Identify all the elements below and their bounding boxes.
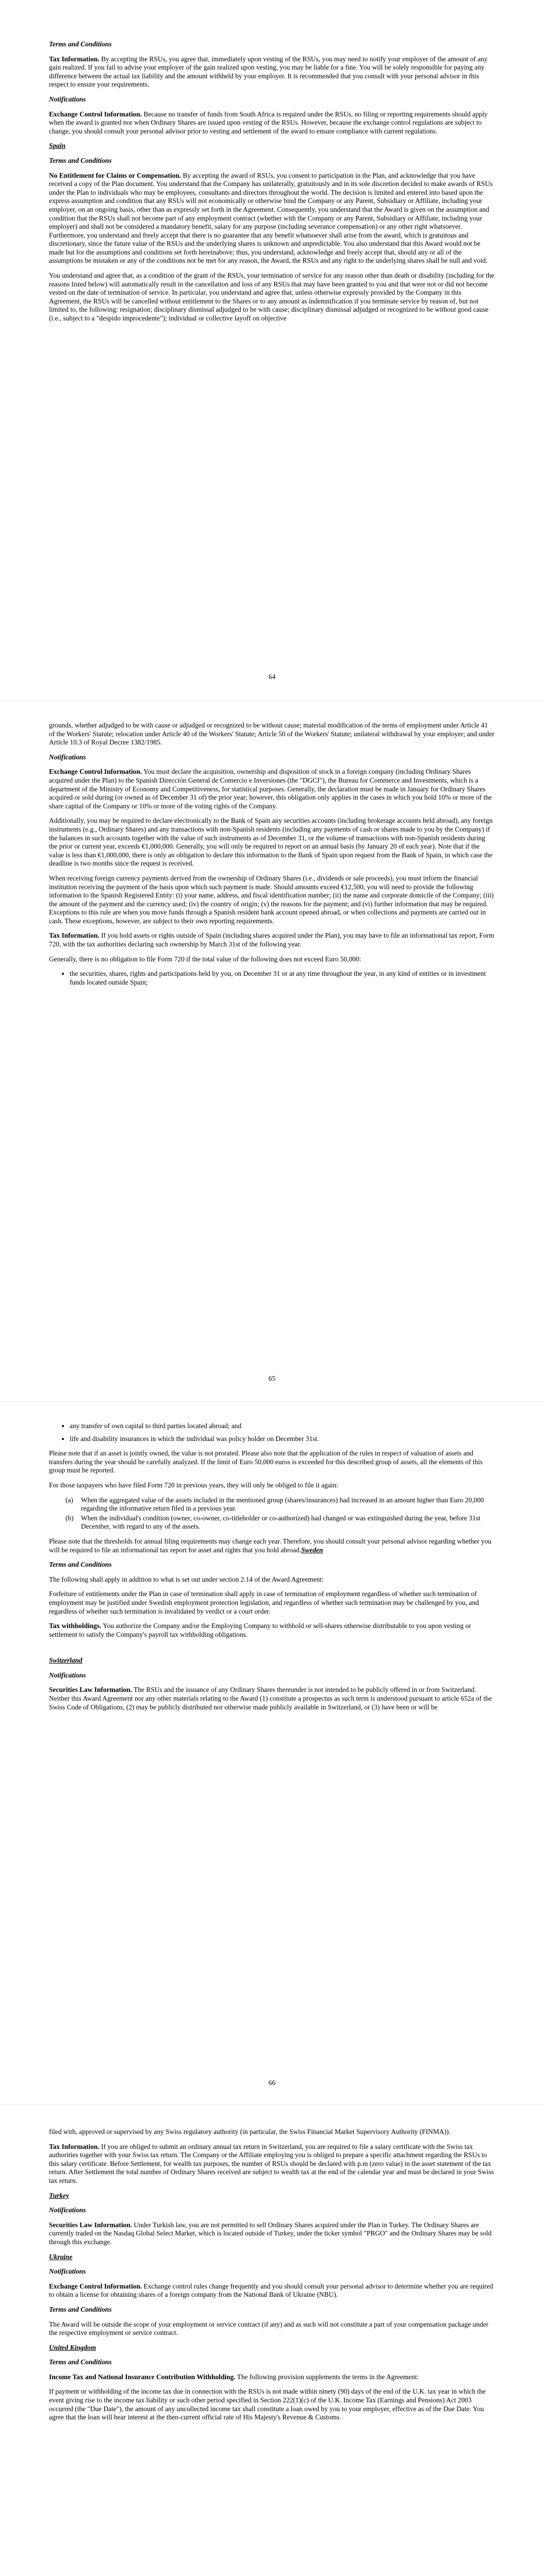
- paragraph: [49, 721, 495, 747]
- lettered-list: [49, 1496, 495, 1531]
- paragraph: [49, 2282, 495, 2299]
- subsection-heading: Notifications: [49, 1671, 86, 1679]
- paragraph: [49, 1481, 495, 1490]
- list-marker: (a): [65, 1496, 73, 1504]
- paragraph-text: If payment or withholding of the income tax due in connection with the RSUs is not made within ninety (90) days of the end of the U.K. tax year in which the event giving rise to the income tax liability or such other period specified in Section 222(1)(c) of the U.K. Income Tax (Earnings and Pensions) Act 2003 occurred (the "Due Date"), the amount of any uncollected income tax shall constitute a loan owed by you to your employer, effective as of the Due Date. You agree that the loan will bear interest at the then-current official rate of His Majesty's Revenue & Customs: [49, 2387, 486, 2421]
- paragraph: [49, 1537, 495, 1554]
- paragraph: [49, 2373, 495, 2382]
- paragraph-lead: Exchange Control Information.: [49, 768, 142, 776]
- section-heading: Switzerland: [49, 1656, 83, 1665]
- spacer: [49, 1645, 495, 1656]
- paragraph-text: grounds, whether adjudged to be with cause or adjudged or recognized to be without cause; material modification of the terms of employment under Article 41 of the Workers' Statute; relocation under Article 40 of the Workers' Statute; Article 50 of the Workers' Statute; unilateral withdrawal by your employer; and under Article 10.3 of Royal Decree 1382/1985.: [49, 721, 494, 747]
- subsection-heading: Terms and Conditions: [49, 156, 112, 164]
- subsection-heading: Terms and Conditions: [49, 2305, 112, 2313]
- paragraph-lead: Tax Information.: [49, 931, 100, 940]
- page-number: 65: [268, 1375, 276, 1382]
- paragraph-lead: Income Tax and National Insurance Contribution Withholding.: [49, 2372, 236, 2381]
- paragraph-text: If you hold assets or rights outside of Spain (including shares acquired under the Plan), you may have to file an informational tax report, Form 720, with the tax authorities declaring such ownership by March 31st of the following year.: [49, 931, 494, 948]
- paragraph-text: For those taxpayers who have filed Form 720 in previous years, they will only be obliged to file it again:: [49, 1481, 338, 1489]
- document-page: [49, 721, 495, 993]
- paragraph-text: When receiving foreign currency payments derived from the ownership of Ordinary Shares (i.e., dividends or sale proceeds), you must inform the financial institution receiving the payment of the basis upon which such payment is made. Should amounts exceed €12,500, you will need to provide the following information to the Spanish Registered Entity: (i) your name, address, and fiscal identification number; (ii) the name and corporate domicile of the Company; (iii) the amount of the payment and the currency used; (iv) the country of origin; (v) the reasons for the payment; and (vi) further information that may be required. Exceptions to this rule are when you move funds through a Spanish resident bank account opened abroad, or when collections and payments are carried out in cash. These exceptions, however, are subject to their own reporting requirements.: [49, 874, 494, 925]
- paragraph: [49, 55, 495, 89]
- paragraph-text: Additionally, you may be required to declare electronically to the Bank of Spain any securities accounts (including brokerage accounts held abroad), any foreign instruments (e.g., Ordinary Shares) and any transactions with non-Spanish residents (including any payments of cash or shares made to you by the Company) if the balances in such accounts together with the value of such instruments as of December 31, or the volume of transactions with non-Spanish residents during the prior or current year, exceeds €1,000,000. Generally, you will only be required to report on an annual basis (by January 20 of each year). Note that if the value is less than €1,000,000, there is only an obligation to declare this information to the Bank of Spain upon request from the Bank of Spain, in which case the deadline is two months since the request is received.: [49, 817, 493, 868]
- document-page: [49, 40, 495, 329]
- paragraph-text: Forfeiture of entitlements under the Plan in case of termination shall apply in case of termination of employment regardless of whether such termination of employment may be justified under Swedish employment protection legislation, and regardless of whether such termination may be challenged by you, and regardless of whether such termination is invalidated by verdict or a court order.: [49, 1590, 479, 1615]
- page-separator: [0, 1401, 544, 1402]
- section-heading: United Kingdom: [49, 2343, 96, 2351]
- paragraph-text: The following provision supplements the terms in the Agreement:: [235, 2372, 419, 2381]
- paragraph-lead: Tax Information.: [49, 2142, 100, 2150]
- paragraph: [49, 2320, 495, 2337]
- paragraph-text: Exchange control rules change frequently and you should consult your personal advisor to determine whether you are required to obtain a license for obtaining shares of a foreign company from the National Bank of Ukraine (NBU).: [49, 2282, 493, 2299]
- bullet-list: [49, 1422, 495, 1443]
- paragraph-text: If you are obliged to submit an ordinary annual tax return in Switzerland, you are required to file a salary certificate with the Swiss tax authorities together with your Swiss tax return. The Company or the Affiliate employing you is obliged to prepare a specific attachment regarding the RSUs to this salary certificate. Before Settlement, for wealth tax purposes, the number of RSUs should be declared with p.m (zero value) in the asset statement of the tax return. After Settlement the total number of Ordinary Shares received are subject to wealth tax at the end of the calendar year and must be declared in your Swiss tax return.: [49, 2142, 494, 2184]
- section-heading: Ukraine: [49, 2252, 73, 2261]
- paragraph-text: The RSUs and the issuance of any Ordinary Shares thereunder is not intended to be publicly offered in or from Switzerland. Neither this Award Agreement nor any other materials relating to the Award (1) constitute a prospectus as such term is understood pursuant to article 652a of the Swiss Code of Obligations, (2) may be publicly distributed nor otherwise made publicly available in Switzerland, or (3) have been or will be: [49, 1686, 492, 1711]
- page-number: 64: [268, 673, 276, 681]
- paragraph: [49, 817, 495, 868]
- paragraph-text: By accepting the RSUs, you agree that, immediately upon vesting of the RSUs, you may need to notify your employer of the amount of any gain realized. If you fail to advise your employer of the gain realized upon vesting, you may be liable for a fine. You will be solely responsible for paying any difference between the actual tax liability and the amount withheld by your employer. It is recommended that you consult with your personal advisor in this respect to ensure your requirements.: [49, 55, 488, 89]
- list-item: • life and disability insurances in which the individual was policy holder on December 31st.: [70, 1435, 495, 1444]
- paragraph: [49, 2221, 495, 2247]
- bullet-list: [49, 970, 495, 987]
- paragraph: [49, 874, 495, 926]
- paragraph-text: By accepting the award of RSUs, you consent to participation in the Plan, and acknowledge that you have received a copy of the Plan document. You understand that the Company has unilaterally, gratuitously and in its sole discretion decided to make awards of RSUs under the Plan to individuals who may be employees, consultants and directors throughout the world. The decision is limited and entered into based upon the express assumption and condition that any RSUs will not economically or otherwise bind the Company or any Parent, Subsidiary or Affiliate, including your employer, on an ongoing basis, other than as expressly set forth in the Agreement. Consequently, you understand that the Award is given on the assumption and condition that the RSUs shall not become part of any employment contract (whether with the Company or any Parent, Subsidiary or Affiliate, including your employer) and shall not be considered a mandatory benefit, salary for any purpose (including severance compensation) or any other right whatsoever. Furthermore, you understand and freely accept that there is no guarantee that any benefit whatsoever shall arise from the award, which is gratuitous and discretionary, since the future value of the RSUs and the underlying shares is unknown and unpredictable. You also understand that this Award would not be made but for the assumptions and conditions set forth hereinabove; thus, you understand, acknowledge and freely accept that, should any or all of the assumptions be mistaken or any of the conditions not be met for any reason, the Award, the RSUs and any right to the underlying shares shall be null and void.: [49, 171, 493, 265]
- paragraph-lead: Securities Law Information.: [49, 2221, 133, 2229]
- paragraph-lead: Tax Information.: [49, 55, 100, 63]
- subsection-heading: Terms and Conditions: [49, 1561, 112, 1569]
- list-item: • the securities, shares, rights and participations held by you, on December 31 or at any time throughout the year, in any kind of entities or in investment funds located outside Spain;: [70, 970, 495, 987]
- paragraph-text: You understand and agree that, as a condition of the grant of the RSUs, your termination of service for any reason other than death or disability (including for the reasons listed below) will automatically result in the cancellation and loss of any RSUs that may have been granted to you and that were not or did not become vested on the date of termination of service. In particular, you understand and agree that, unless otherwise expressly provided by the Company in this Agreement, the RSUs will be cancelled without entitlement to the Shares or to any amount as indemnification if you terminate service by reason of, but not limited to, the following: resignation; disciplinary dismissal adjudged to be with cause; disciplinary dismissal adjudged or recognized to be without good cause (i.e., subject to a "despido improcedente"); individual or collective layoff on objective: [49, 272, 494, 323]
- paragraph-text: You must declare the acquisition, ownership and disposition of stock in a foreign company (including Ordinary Shares acquired under the Plan) to the Spanish Dirección General de Comercio e Inversiones (the "DGCI"), the Bureau for Commerce and Investments, which is a department of the Ministry of Economy and Competitiveness, for statistical purposes. Generally, the declaration must be made in January for Ordinary Shares acquired or sold during (or owned as of December 31 of) the prior year; however, this obligation only applies in the cases in which you hold 10% or more of the share capital of the Company or 10% or more of the voting rights of the Company.: [49, 768, 492, 810]
- paragraph-text: Because no transfer of funds from South Africa is required under the RSUs, no filing or reporting requirements should apply when the award is granted nor when Ordinary Shares are issued upon vesting of the RSUs. However, because the exchange control regulations are subject to change, you should consult your personal advisor prior to vesting and settlement of the award to ensure compliance with current regulations.: [49, 110, 488, 135]
- document-page: [49, 2128, 495, 2428]
- paragraph-text: Please note that the thresholds for annual filing requirements may change each year. Therefore, you should consult your personal advisor regarding whether you will be required to file an informational tax report for asset and rights that you hold abroad.: [49, 1537, 491, 1554]
- paragraph-text: You authorize the Company and/or the Employing Company to withhold or sell-shares otherwise distributable to you upon vesting or settlement to satisfy the Company's payroll tax withholding obligations.: [49, 1622, 471, 1638]
- subsection-heading: Terms and Conditions: [49, 2358, 112, 2366]
- paragraph-text: filed with, approved or supervised by any Swiss regulatory authority (in particular, the Swiss Financial Market Supervisory Authority (FINMA)).: [49, 2128, 451, 2136]
- list-item: [65, 1514, 495, 1531]
- paragraph-text: Generally, there is no obligation to file Form 720 if the total value of the following does not exceed Euro 50,000:: [49, 955, 361, 963]
- paragraph-lead: Exchange Control Information.: [49, 110, 142, 118]
- paragraph: [49, 768, 495, 810]
- paragraph-text: The following shall apply in addition to what is set out under section 2.14 of the Award Agreement:: [49, 1575, 324, 1583]
- paragraph: [49, 931, 495, 948]
- list-item-text: When the aggregated value of the assets included in the mentioned group (shares/insurances) had increased in an amount higher than Euro 20,000 regarding the informative return filed in a previous year.: [81, 1496, 484, 1513]
- paragraph-lead: Securities Law Information.: [49, 1686, 133, 1694]
- document-page: [49, 1422, 495, 1718]
- paragraph: [49, 1575, 495, 1584]
- subsection-heading: Notifications: [49, 753, 86, 761]
- paragraph: [49, 955, 495, 964]
- paragraph-text: Please note that if an asset is jointly owned, the value is not prorated. Please also note that the application of the rules in respect of valuation of assets and transfers during the year should be carefully analyzed. If the limit of Euro 50,000 euros is exceeded for this described group of assets, all the elements of this group must be reported.: [49, 1449, 483, 1475]
- section-heading: Sweden: [301, 1546, 323, 1554]
- paragraph: [49, 2128, 495, 2137]
- paragraph-lead: Exchange Control Information.: [49, 2282, 142, 2290]
- paragraph: [49, 110, 495, 136]
- subsection-heading: Notifications: [49, 2206, 86, 2214]
- paragraph: [49, 272, 495, 323]
- list-item: [65, 1496, 495, 1513]
- paragraph: [49, 1590, 495, 1616]
- section-heading: Turkey: [49, 2191, 69, 2199]
- paragraph-text: The Award will be outside the scope of your employment or service contract (if any) and as such will not constitute a part of your compensation package under the respective employment or service contract.: [49, 2320, 489, 2337]
- subsection-heading: Terms and Conditions: [49, 40, 112, 48]
- list-marker: (b): [65, 1514, 74, 1522]
- paragraph-lead: No Entitlement for Claims or Compensation.: [49, 171, 182, 179]
- paragraph: [49, 1622, 495, 1639]
- page-number: 66: [268, 2079, 276, 2087]
- subsection-heading: Notifications: [49, 2267, 86, 2276]
- paragraph: [49, 2143, 495, 2185]
- subsection-heading: Notifications: [49, 95, 86, 103]
- list-item: • any transfer of own capital to third parties located abroad; and: [70, 1422, 495, 1431]
- paragraph-text: Under Turkish law, you are not permitted to sell Ordinary Shares acquired under the Plan in Turkey. The Ordinary Shares are currently traded on the Nasdaq Global Select Market, which is located outside of Turkey, under the ticker symbol "PRGO" and the Ordinary Shares may be sold through this exchange.: [49, 2221, 492, 2246]
- paragraph: [49, 1449, 495, 1475]
- paragraph: [49, 172, 495, 266]
- paragraph-lead: Tax withholdings.: [49, 1622, 102, 1630]
- paragraph: [49, 1686, 495, 1711]
- section-heading: Spain: [49, 142, 66, 150]
- list-item-text: When the individual's condition (owner, co-owner, co-titleholder or co-authorized) had changed or was extinguished during the year, before 31st December, with regard to any of the assets.: [81, 1514, 481, 1531]
- paragraph: [49, 2387, 495, 2421]
